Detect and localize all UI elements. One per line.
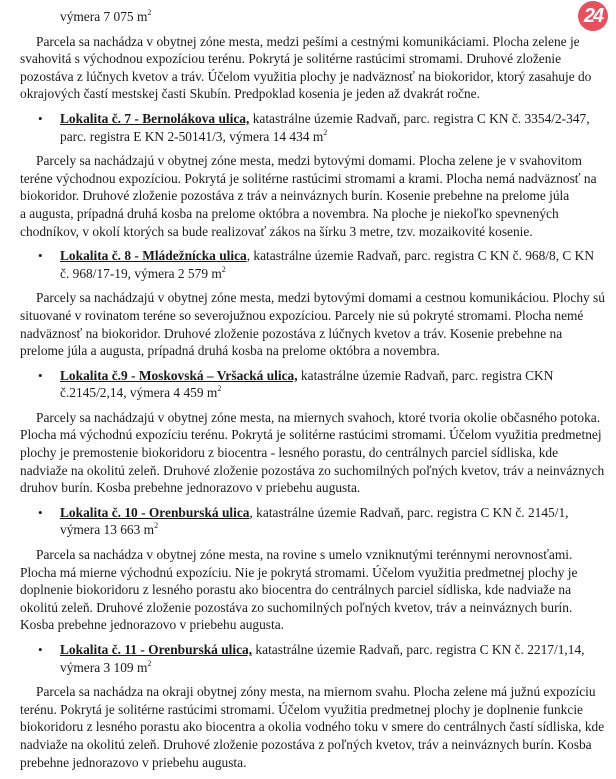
superscript: 2 — [147, 658, 152, 668]
paragraph-line: Parcely sa nachádzajú v obytnej zóne mesta, medzi bytovými domami. Plocha zelene je v svahovitom — [36, 153, 582, 169]
item-details: katastrálne územie Radvaň, parc. registra C KN č. 3354/2-347, — [249, 110, 590, 126]
paragraph-line: situované v rovinatom teréne so severojužnou expozíciou. Parcely nie sú pokryté stromami. Plocha nemé — [20, 307, 584, 323]
item-line — [0, 128, 616, 146]
paragraph — [0, 683, 616, 771]
bullet-icon: • — [38, 642, 43, 657]
item-title: Lokalita č. 7 - Bernolákova ulica, — [60, 110, 250, 126]
superscript: 2 — [217, 384, 222, 394]
paragraph-line: okrajových častí mestskej časti Skubín. Predpoklad kosenia je jeden až dvakrát ročne. — [20, 86, 480, 102]
paragraph-line: doplnenie biokoridoru z lesného porastu ako biocentra do centrálnych parciel sídliska, kde nadviaže na — [20, 582, 572, 598]
paragraph — [0, 33, 616, 103]
paragraph-line: nadviaže na okolitú zeleň. Druhové zloženie pozostáva z poľných kvetov, tráv a neinváznych burín. Kosba — [20, 736, 592, 752]
paragraph-line: svahovitá s východnou expozíciou terénu. Pokrytá je solitérne rastúcimi stromami. Druhové zloženie — [20, 51, 562, 67]
item-area: parc. registra E KN 2-50141/3, výmera 14 434 m — [60, 128, 324, 144]
paragraph-line: Parcela sa nachádza na okraji obytnej zóny mesta, na miernom svahu. Plocha zelene má južnú expozíciu — [36, 684, 596, 700]
item-line — [0, 641, 616, 659]
paragraph-line: terénu. Pokrytá je solitérne rastúcimi stromami. Účelom využitia predmetnej plochy je doplnenie funkcie — [20, 701, 583, 717]
paragraph — [0, 546, 616, 634]
paragraph-line: prelome júla a augusta, prípadná druhá kosba na prelome októbra a novembra. — [20, 343, 440, 359]
superscript: 2 — [323, 127, 328, 137]
item-line — [0, 384, 616, 402]
paragraph-line: biokoridoru z lesného porastu ako biocentra a okolia vodného toku v smere do centrálnych častí sídliska, kde — [20, 719, 605, 735]
item-line — [0, 659, 616, 677]
paragraph-line: biokoridor. Druhové zloženie pozostáva z tráv a neinváznych burín. Kosenie prebehne na prelome júla — [20, 188, 570, 204]
paragraph-line: druhov burín. Kosba prebehne jednorazovo v priebehu augusta. — [20, 480, 361, 496]
paragraph-line: nadviaže na okolitú zeleň. Druhové zloženie pozostáva zo suchomilných poľných kvetov, tráv a neinváznych — [20, 462, 605, 478]
list-item — [0, 504, 616, 539]
item-details: katastrálne územie Radvaň, parc. registra C KN č. 2217/1,14, — [252, 642, 585, 657]
bullet-icon: • — [38, 367, 43, 383]
item-title: Lokalita č.9 - Moskovská – Vršacká ulica, — [60, 367, 298, 383]
paragraph — [0, 289, 616, 359]
item-line — [0, 504, 616, 522]
paragraph — [0, 409, 616, 497]
item-line — [0, 247, 616, 265]
superscript: 2 — [147, 8, 152, 17]
paragraph — [0, 152, 616, 240]
paragraph-line: pozostáva z lúčnych kvetov a tráv. Účelom využitia plochy je nadväznosť na biokoridor, ktorý zasahuje do — [20, 68, 592, 84]
item-line — [0, 367, 616, 385]
superscript: 2 — [154, 521, 159, 531]
item-title: Lokalita č. 11 - Orenburská ulica, — [60, 642, 253, 657]
paragraph-line: Parcela sa nachádza v obytnej zóne mesta, medzi pešími a cestnými komunikáciami. Plocha zelene je — [36, 33, 580, 49]
paragraph-line: Parcely sa nachádzajú v obytnej zóne mesta, na miernych svahoch, ktoré tvoria okolie občasného potoka. — [36, 409, 601, 425]
item-details: , katastrálne územie Radvaň, parc. registra C KN č. 968/8, C KN — [246, 248, 595, 264]
superscript: 2 — [221, 264, 226, 274]
list-item — [0, 641, 616, 676]
item-details: katastrálne územie Radvaň, parc. registra CKN — [297, 367, 554, 383]
item-title: Lokalita č. 8 - Mládežnícka ulica — [60, 248, 247, 264]
intro-line — [0, 8, 616, 26]
paragraph-line: Parcela sa nachádza v obytnej zóne mesta, na rovine s umelo vzniknutými terénnymi nerovnosťami. — [36, 547, 573, 563]
item-line — [0, 265, 616, 283]
paragraph-line: Plocha má východnú expozíciu terénu. Pokrytá je solitérne rastúcimi stromami. Účelom využitia predmetnej — [20, 427, 602, 443]
paragraph-line: plochy je premostenie biokoridoru z biocentra - lesného porastu, do centrálnych parciel sídliska, kde — [20, 445, 559, 461]
paragraph-line: chodníkov, v okolí ktorých sa bude realizovať zákos na šírku 3 metre, tzv. mozaikovité kosenie. — [20, 223, 533, 239]
item-title: Lokalita č. 10 - Orenburská ulica — [60, 504, 250, 520]
item-line — [0, 110, 616, 128]
paragraph-line: Plocha má mierne východnú expozíciu. Nie je pokrytá stromami. Účelom využitia predmetnej plochy je — [20, 564, 578, 580]
paragraph-line: teréne východnou expozíciou. Pokrytá je solitérne rastúcimi stromami a krami. Plocha nemá nadväznosť na — [20, 170, 597, 186]
paragraph-line: prebehne jednorazovo v priebehu augusta. — [20, 754, 247, 770]
intro-text: výmera 7 075 m — [60, 9, 148, 24]
paragraph-line: Kosba prebehne jednorazovo v priebehu augusta. — [20, 617, 285, 633]
list-item — [0, 110, 616, 145]
bullet-icon: • — [38, 110, 43, 126]
intro-area — [0, 8, 616, 26]
paragraph-line: Parcely sa nachádzajú v obytnej zóne mesta, medzi bytovými domami a cestnou komunikáciou. Plochy sú — [36, 290, 605, 306]
item-area: výmera 13 663 m — [60, 522, 155, 538]
item-area: č. 968/17-19, výmera 2 579 m — [60, 265, 222, 281]
bullet-icon: • — [38, 504, 43, 520]
item-area: výmera 3 109 m — [60, 659, 148, 675]
item-details: , katastrálne územie Radvaň, parc. registra C KN č. 2145/1, — [249, 504, 569, 520]
logo-24: 24 — [578, 1, 608, 31]
paragraph-line: okolitú zeleň. Druhové zloženie pozostáva zo suchomilných poľných kvetov, tráv a neinváznych burín. — [20, 599, 573, 615]
list-item — [0, 367, 616, 402]
bullet-icon: • — [38, 248, 43, 264]
item-area: č.2145/2,14, výmera 4 459 m — [60, 385, 218, 401]
paragraph-line: a augusta, prípadná druhá kosba na prelome októbra a novembra. Na ploche je niekoľko spevnených — [20, 205, 559, 221]
item-line — [0, 521, 616, 539]
paragraph-line: nadväznosť na biokoridor. Druhové zloženie pozostáva z lúčnych kvetov a tráv. Kosenie prebehne na — [20, 325, 563, 341]
list-item — [0, 247, 616, 282]
